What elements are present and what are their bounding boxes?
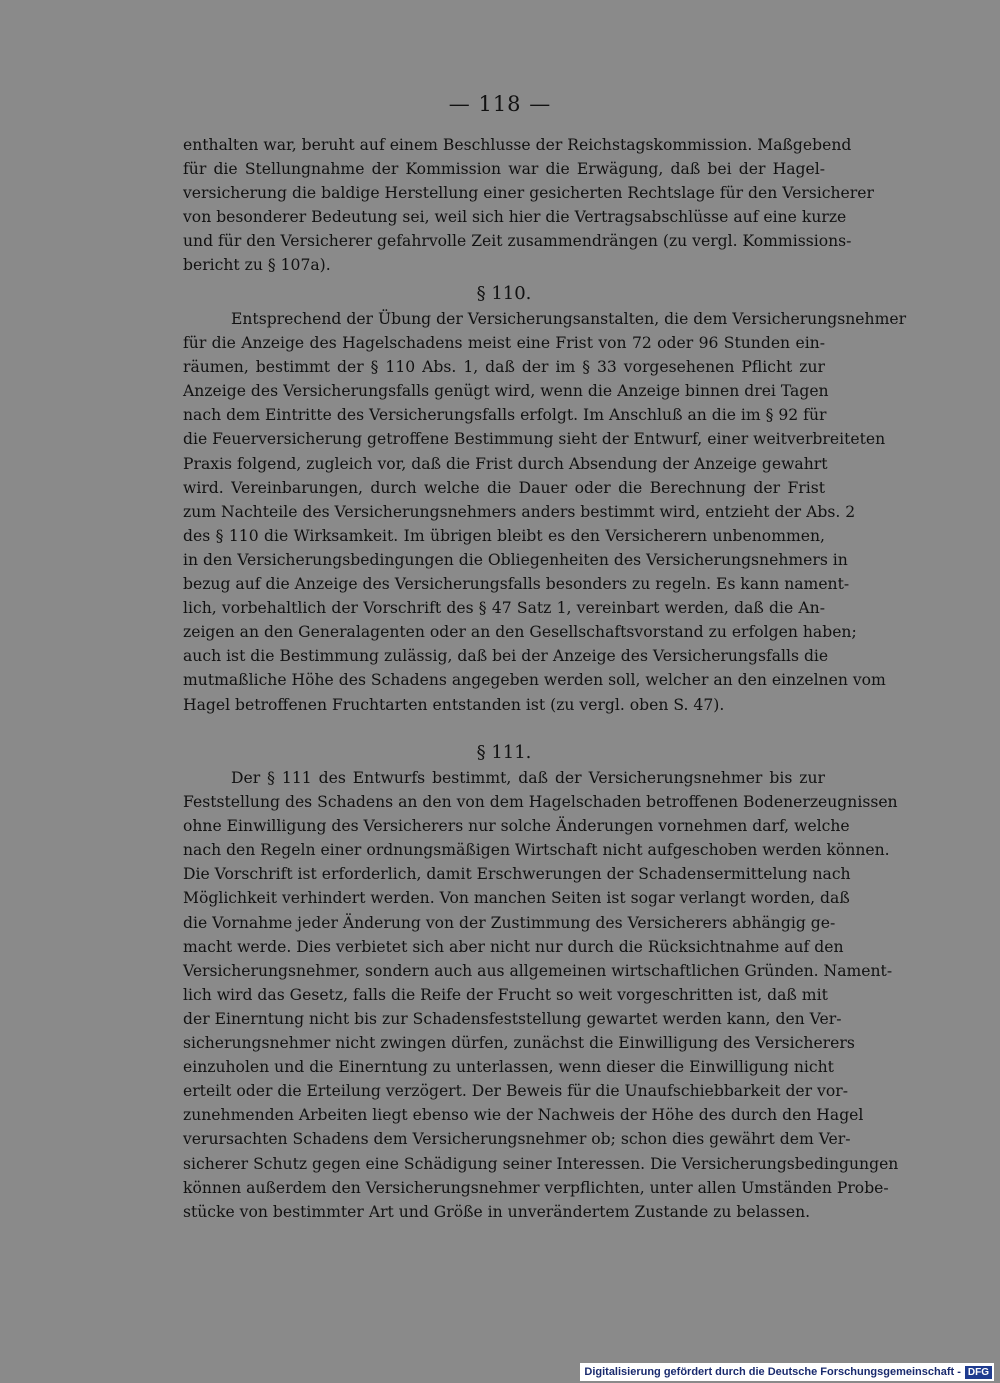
text-line: macht werde. Dies verbietet sich aber nicht nur durch die Rücksichtnahme auf den	[183, 937, 844, 956]
text-line: räumen, bestimmt der § 110 Abs. 1, daß der im § 33 vorgesehenen Pflicht zur	[183, 358, 825, 377]
text-line: Anzeige des Versicherungsfalls genügt wird, wenn die Anzeige binnen drei Tagen	[183, 382, 829, 401]
text-line: zum Nachteile des Versicherungsnehmers anders bestimmt wird, entzieht der Abs. 2	[183, 502, 856, 521]
text-line: lich wird das Gesetz, falls die Reife der Frucht so weit vorgeschritten ist, daß mit	[183, 985, 828, 1004]
text-line: Feststellung des Schadens an den von dem Hagelschaden betroffenen Bodenerzeugnissen	[183, 793, 898, 812]
text-line: wird. Vereinbarungen, durch welche die Dauer oder die Berechnung der Frist	[183, 478, 825, 497]
text-line: bericht zu § 107a).	[183, 256, 331, 275]
text-line: Versicherungsnehmer, sondern auch aus allgemeinen wirtschaftlichen Gründen. Nament-	[183, 961, 893, 980]
text-line: der Einerntung nicht bis zur Schadensfeststellung gewartet werden kann, den Ver-	[183, 1009, 842, 1028]
text-line: verursachten Schadens dem Versicherungsnehmer ob; schon dies gewährt dem Ver-	[183, 1130, 851, 1149]
digitization-credit	[580, 1363, 994, 1381]
text-line: Entsprechend der Übung der Versicherungsanstalten, die dem Versicherungsnehmer	[231, 310, 907, 328]
text-line: bezug auf die Anzeige des Versicherungsfalls besonders zu regeln. Es kann nament-	[183, 575, 850, 594]
section-111-heading: § 111.	[476, 742, 532, 763]
text-line: enthalten war, beruht auf einem Beschlusse der Reichstagskommission. Maßgebend	[183, 136, 852, 154]
text-line: nach dem Eintritte des Versicherungsfalls erfolgt. Im Anschluß an die im § 92 für	[183, 406, 827, 425]
page-number: — 118 —	[448, 92, 552, 116]
dfg-logo: DFG	[965, 1366, 992, 1379]
text-line: erteilt oder die Erteilung verzögert. Der Beweis für die Unaufschiebbarkeit der vor-	[183, 1082, 848, 1101]
text-line: mutmaßliche Höhe des Schadens angegeben werden soll, welcher an den einzelnen vom	[183, 671, 886, 690]
text-line: ohne Einwilligung des Versicherers nur solche Änderungen vornehmen darf, welche	[183, 817, 850, 836]
text-line: können außerdem den Versicherungsnehmer verpflichten, unter allen Umständen Probe-	[183, 1178, 889, 1197]
text-line: stücke von bestimmter Art und Größe in unverändertem Zustande zu belassen.	[183, 1202, 811, 1221]
text-line: Möglichkeit verhindert werden. Von manchen Seiten ist sogar verlangt worden, daß	[183, 889, 850, 908]
text-line: die Vornahme jeder Änderung von der Zustimmung des Versicherers abhängig ge-	[183, 913, 836, 932]
text-line: und für den Versicherer gefahrvolle Zeit zusammendrängen (zu vergl. Kommissions-	[183, 232, 852, 251]
text-line: lich, vorbehaltlich der Vorschrift des § 47 Satz 1, vereinbart werden, daß die An-	[183, 599, 825, 618]
text-line: für die Stellungnahme der Kommission war die Erwägung, daß bei der Hagel-	[183, 160, 825, 179]
text-line: für die Anzeige des Hagelschadens meist eine Frist von 72 oder 96 Stunden ein-	[183, 334, 825, 353]
text-line: sicherer Schutz gegen eine Schädigung seiner Interessen. Die Versicherungsbedingungen	[183, 1154, 899, 1173]
text-line: Die Vorschrift ist erforderlich, damit Erschwerungen der Schadensermittelung nach	[183, 865, 851, 884]
text-line: versicherung die baldige Herstellung einer gesicherten Rechtslage für den Versicherer	[183, 184, 874, 203]
digitization-credit-text: Digitalisierung gefördert durch die Deutsche Forschungsgemeinschaft -	[584, 1366, 961, 1378]
section-111-paragraph	[183, 766, 899, 1224]
text-line: Praxis folgend, zugleich vor, daß die Frist durch Absendung der Anzeige gewahrt	[183, 454, 828, 473]
text-line: auch ist die Bestimmung zulässig, daß bei der Anzeige des Versicherungsfalls die	[183, 647, 829, 666]
text-line: die Feuerversicherung getroffene Bestimmung sieht der Entwurf, einer weitverbreiteten	[183, 430, 886, 449]
text-line: Der § 111 des Entwurfs bestimmt, daß der Versicherungsnehmer bis zur	[231, 769, 825, 787]
text-line: sicherungsnehmer nicht zwingen dürfen, zunächst die Einwilligung des Versicherers	[183, 1034, 855, 1053]
text-line: in den Versicherungsbedingungen die Obliegenheiten des Versicherungsnehmers in	[183, 550, 848, 569]
text-line: von besonderer Bedeutung sei, weil sich hier die Vertragsabschlüsse auf eine kurze	[183, 208, 847, 227]
section-110-heading: § 110.	[476, 283, 532, 304]
text-line: des § 110 die Wirksamkeit. Im übrigen bleibt es den Versicherern unbenommen,	[183, 526, 825, 545]
text-line: Hagel betroffenen Fruchtarten entstanden ist (zu vergl. oben S. 47).	[183, 695, 725, 714]
intro-paragraph	[183, 133, 874, 278]
text-line: einzuholen und die Einerntung zu unterlassen, wenn dieser die Einwilligung nicht	[183, 1058, 834, 1077]
text-line: zeigen an den Generalagenten oder an den Gesellschaftsvorstand zu erfolgen haben;	[183, 623, 857, 642]
text-line: zunehmenden Arbeiten liegt ebenso wie der Nachweis der Höhe des durch den Hagel	[183, 1106, 864, 1125]
section-110-paragraph	[183, 307, 907, 717]
text-line: nach den Regeln einer ordnungsmäßigen Wirtschaft nicht aufgeschoben werden können.	[183, 841, 890, 860]
